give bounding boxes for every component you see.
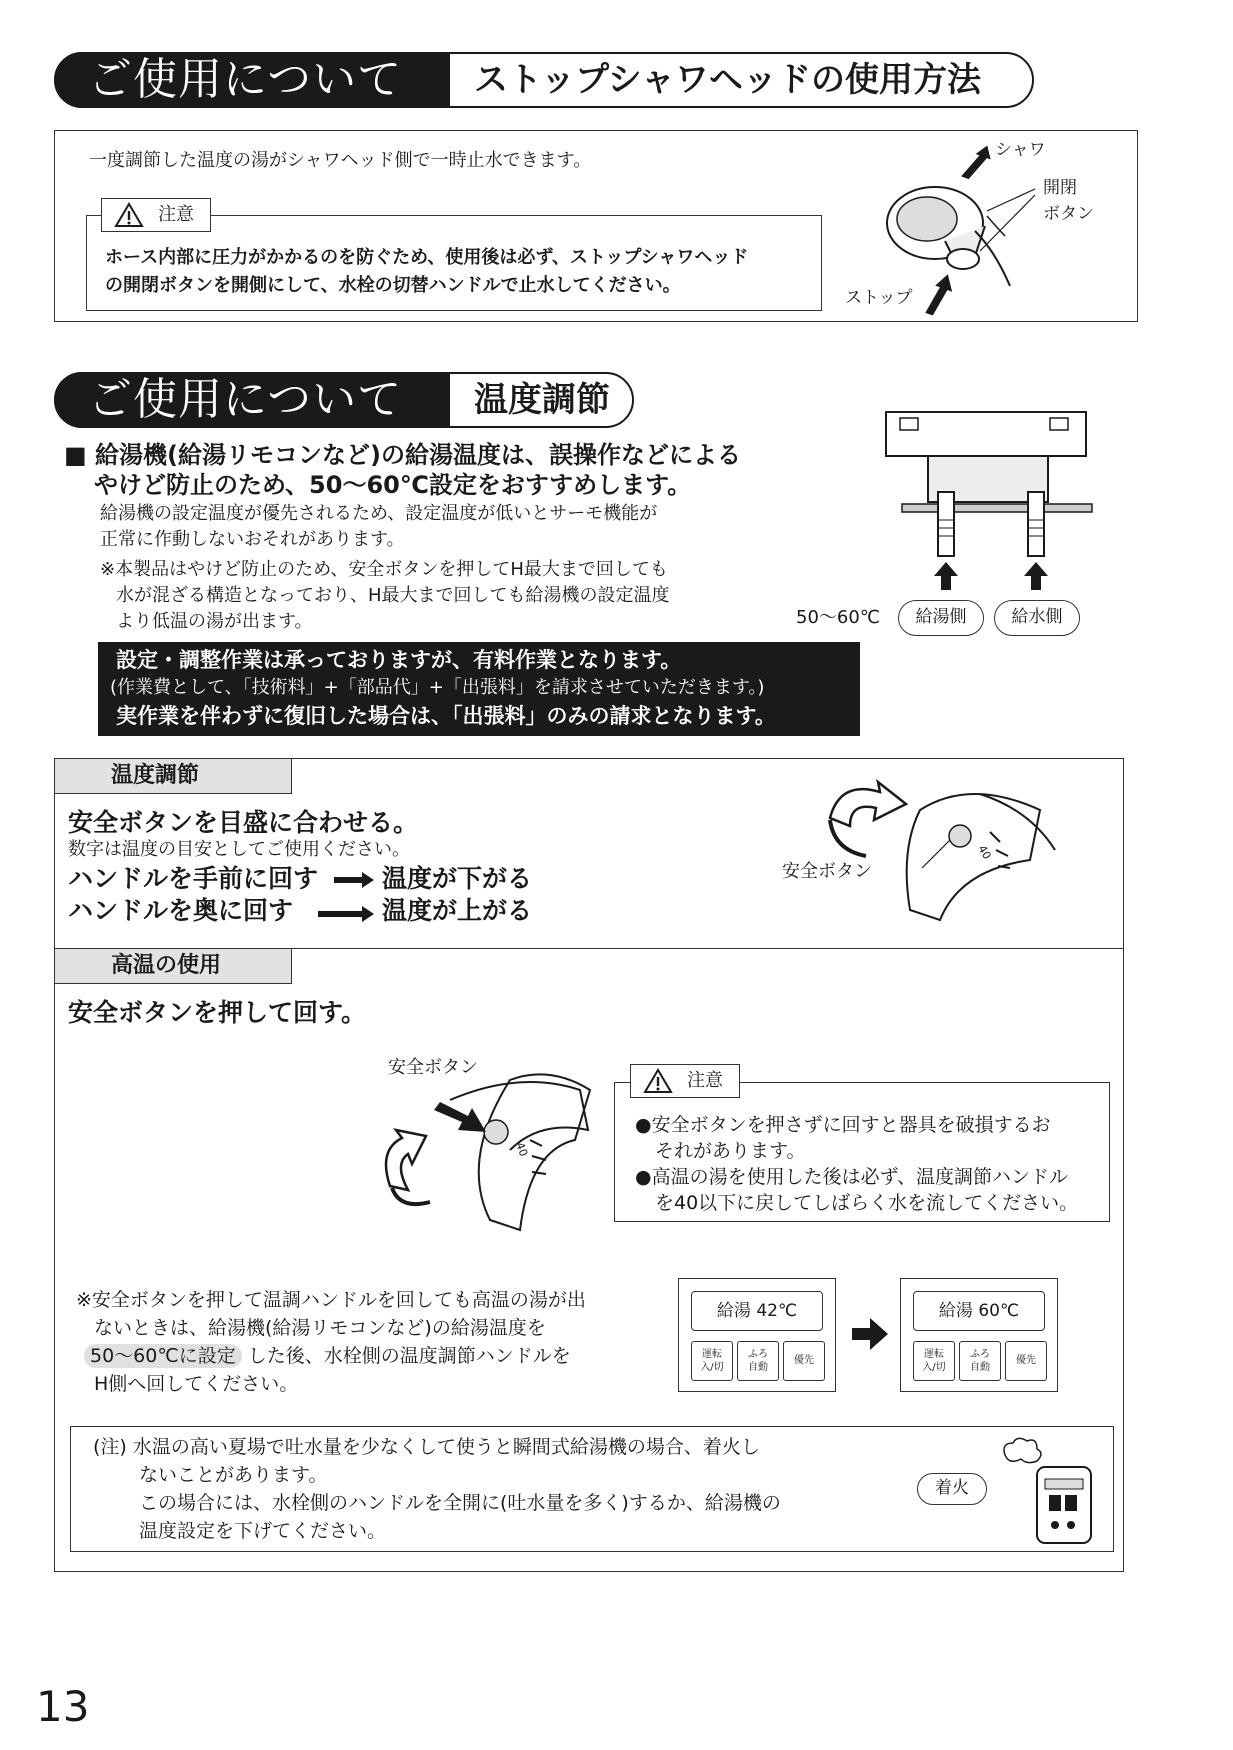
handle-adjust-illustration xyxy=(810,770,1090,940)
note-line-3-rest: した後、水栓側の温度調節ハンドルを xyxy=(247,1345,571,1367)
cold-pipe-icon xyxy=(1028,492,1044,556)
arrow-right-icon xyxy=(852,1318,888,1350)
warning-triangle-icon xyxy=(114,202,144,228)
adjust-row2-right: 温度が上がる xyxy=(382,896,533,925)
section-header-stop-shower xyxy=(54,52,1034,108)
notice-line-3: 実作業を伴わずに復旧した場合は、「出張料」のみの請求となります。 xyxy=(116,704,776,728)
arrow-right-icon xyxy=(318,904,374,924)
caution1-line-2: それがあります。 xyxy=(655,1140,806,1162)
tab-temperature-adjust: 温度調節 xyxy=(54,758,292,794)
scale-40-label: 40 xyxy=(975,843,994,862)
fig-label-shower: シャワ xyxy=(995,140,1046,160)
warning-triangle-icon xyxy=(643,1068,673,1094)
btn-label: 運転 xyxy=(702,1349,722,1360)
hightemp-note-line-2: ないときは、給湯機(給湯リモコンなど)の給湯温度を xyxy=(94,1317,546,1339)
rotate-arrow-icon xyxy=(386,1130,426,1190)
footnote-line-4: 温度設定を下げてください。 xyxy=(139,1520,387,1542)
fig-cold-side-label: 給水側 xyxy=(994,600,1080,636)
btn-label: 入/切 xyxy=(700,1362,724,1373)
btn-label: 自動 xyxy=(970,1362,990,1373)
note2-line-1: ※本製品はやけど防止のため、安全ボタンを押してH最大まで回しても xyxy=(100,559,668,580)
arrow-up-icon xyxy=(934,562,958,590)
btn-label: 優先 xyxy=(794,1355,814,1366)
note-line-1: 給湯機の設定温度が優先されるため、設定温度が低いとサーモ機能が xyxy=(100,503,658,524)
remote-button-priority xyxy=(783,1341,825,1381)
press-arrow-icon xyxy=(434,1102,486,1132)
caution-tag xyxy=(101,198,211,232)
faucet-connection-illustration xyxy=(880,400,1100,590)
scale-40-label: 40 xyxy=(513,1140,531,1159)
fig-label-stop: ストップ xyxy=(845,288,913,308)
bullet-line-2: やけど防止のため、50～60℃設定をおすすめします。 xyxy=(94,471,692,499)
caution2-line-1: ●高温の湯を使用した後は必ず、温度調節ハンドル xyxy=(635,1166,1069,1188)
adjust-note: 数字は温度の目安としてご使用ください。 xyxy=(68,839,410,860)
adjust-row2-left: ハンドルを奥に回す xyxy=(68,896,294,925)
arrow-right-icon xyxy=(334,870,374,890)
caution-line-2: の開閉ボタンを開側にして、水栓の切替ハンドルで止水してください。 xyxy=(105,275,681,296)
rotate-arrow-icon xyxy=(830,782,906,826)
section-header-temperature xyxy=(54,372,634,428)
note-line-2: 正常に作動しないおそれがあります。 xyxy=(100,529,405,550)
remote-button-power xyxy=(691,1341,733,1381)
adjust-fig-label: 安全ボタン xyxy=(782,861,872,882)
fig-label-button-1: 開閉 xyxy=(1043,178,1077,198)
hightemp-note-line-4: H側へ回してください。 xyxy=(94,1373,299,1395)
water-heater-icon xyxy=(997,1435,1097,1547)
section-subtitle: ストップシャワヘッドの使用方法 xyxy=(474,60,981,100)
footnote-line-2: ないことがあります。 xyxy=(139,1464,328,1486)
stop-shower-intro: 一度調節した温度の湯がシャワヘッド側で一時止水できます。 xyxy=(89,150,592,171)
remote-before xyxy=(678,1278,836,1392)
adjust-row1-right: 温度が下がる xyxy=(382,864,533,893)
footnote-line-1: (注) 水温の高い夏場で吐水量を少なくして使うと瞬間式給湯機の場合、着火し xyxy=(93,1436,760,1458)
bullet-line-1: ■ 給湯機(給湯リモコンなど)の給湯温度は、誤操作などによる xyxy=(64,441,741,469)
stop-shower-box xyxy=(54,130,1138,322)
footnote-line-3: この場合には、水栓側のハンドルを全開に(吐水量を多く)するか、給湯機の xyxy=(139,1492,781,1514)
btn-label: ふろ xyxy=(970,1349,990,1360)
caution1-line-1: ●安全ボタンを押さずに回すと器具を破損するお xyxy=(635,1114,1051,1136)
remote-button-bath xyxy=(737,1341,779,1381)
remote-button-power xyxy=(913,1341,955,1381)
highlighted-temperature: 50～60℃に設定 xyxy=(84,1344,242,1368)
caution-label: 注意 xyxy=(158,204,194,225)
adjust-row1-left: ハンドルを手前に回す xyxy=(68,864,319,893)
paid-service-notice xyxy=(98,642,860,736)
fig-temp-label: 50～60℃ xyxy=(796,607,881,628)
hightemp-caution-box xyxy=(614,1082,1110,1222)
note2-line-2: 水が混ざる構造となっており、H最大まで回しても給湯機の設定温度 xyxy=(116,585,670,606)
btn-label: 入/切 xyxy=(922,1362,946,1373)
arrow-up-icon xyxy=(925,271,957,319)
notice-line-1: 設定・調整作業は承っておりますが、有料作業となります。 xyxy=(116,648,682,672)
handle-press-illustration xyxy=(360,1060,620,1240)
shower-head-icon xyxy=(887,187,1035,286)
notice-line-2: (作業費として、「技術料」+「部品代」+「出張料」を請求させていただきます。) xyxy=(110,677,765,698)
caution-tag xyxy=(630,1064,740,1098)
arrow-up-icon xyxy=(1024,562,1048,590)
note2-line-3: より低温の湯が出ます。 xyxy=(116,611,313,632)
remote-display: 給湯 60℃ xyxy=(913,1291,1045,1331)
hot-pipe-icon xyxy=(938,492,954,556)
remote-display: 給湯 42℃ xyxy=(691,1291,823,1331)
caution-line-1: ホース内部に圧力がかかるのを防ぐため、使用後は必ず、ストップシャワヘッド xyxy=(105,247,749,268)
page-number: 13 xyxy=(36,1682,90,1731)
hightemp-note-line-3 xyxy=(84,1342,571,1370)
btn-label: 優先 xyxy=(1016,1355,1036,1366)
hightemp-note-line-1: ※安全ボタンを押して温調ハンドルを回しても高温の湯が出 xyxy=(76,1289,586,1311)
section-title: ご使用について xyxy=(54,372,450,428)
arrow-down-icon xyxy=(961,141,995,184)
hightemp-heading: 安全ボタンを押して回す。 xyxy=(68,998,367,1027)
caution2-line-2: を40以下に戻してしばらく水を流してください。 xyxy=(655,1192,1079,1214)
btn-label: 自動 xyxy=(748,1362,768,1373)
section-subtitle: 温度調節 xyxy=(474,380,610,420)
remote-button-priority xyxy=(1005,1341,1047,1381)
section-title: ご使用について xyxy=(54,52,450,108)
fig-label-button-2: ボタン xyxy=(1043,204,1094,224)
footnote-box xyxy=(70,1426,1114,1552)
tab-high-temperature: 高温の使用 xyxy=(54,948,292,984)
remote-after xyxy=(900,1278,1058,1392)
fig-hot-side-label: 給湯側 xyxy=(898,600,984,636)
caution-label: 注意 xyxy=(687,1070,723,1091)
adjust-heading: 安全ボタンを目盛に合わせる。 xyxy=(68,808,419,837)
hightemp-fig-label: 安全ボタン xyxy=(388,1057,478,1078)
btn-label: 運転 xyxy=(924,1349,944,1360)
remote-button-bath xyxy=(959,1341,1001,1381)
ignition-label: 着火 xyxy=(917,1473,987,1505)
btn-label: ふろ xyxy=(748,1349,768,1360)
